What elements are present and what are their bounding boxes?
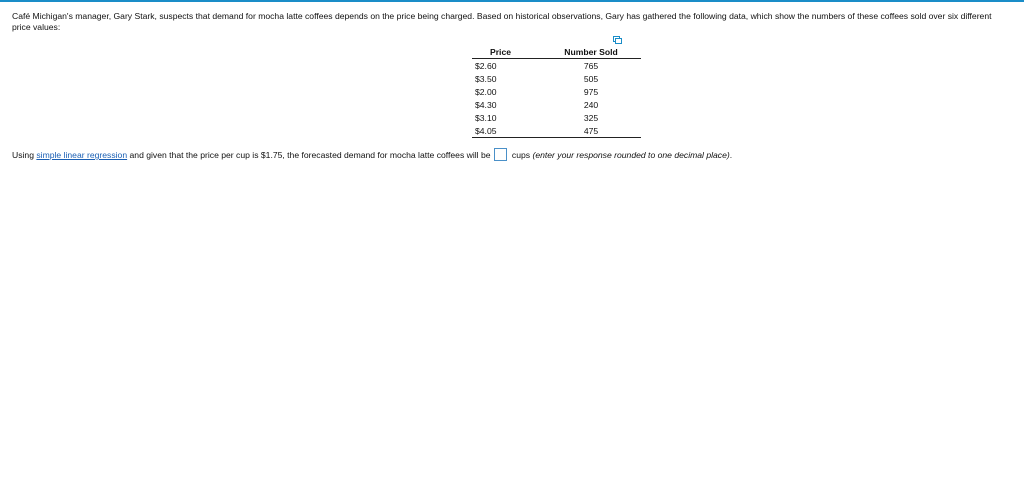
simple-linear-regression-link[interactable]: simple linear regression <box>36 150 128 160</box>
price-sales-table <box>472 45 641 138</box>
price-cell: $4.30 <box>475 99 497 110</box>
top-accent-rule <box>0 0 1024 2</box>
rounding-hint: (enter your response rounded to one decimal place) <box>532 150 730 160</box>
table-row <box>472 111 641 124</box>
question-suffix: cups <box>509 150 533 160</box>
number-sold-header: Number Sold <box>541 45 641 59</box>
question-end: . <box>729 150 733 160</box>
price-cell: $2.00 <box>475 86 497 97</box>
sold-cell: 475 <box>541 124 641 138</box>
question-middle: and given that the price per cup is $1.75, the forecasted demand for mocha latte coffees will be <box>127 150 491 160</box>
table-header-row <box>472 45 641 59</box>
problem-intro: Café Michigan's manager, Gary Stark, suspects that demand for mocha latte coffees depends on the price being charged. Based on historical observations, Gary has gathered the following data, which show the numbers of these coffees sold over six different price values: <box>12 11 992 32</box>
price-cell: $3.50 <box>475 73 497 84</box>
question-prefix: Using <box>12 150 37 160</box>
forecast-answer-input[interactable] <box>494 148 507 161</box>
table-row <box>472 59 641 73</box>
sold-cell: 975 <box>583 86 599 97</box>
sold-cell: 240 <box>583 99 599 110</box>
sold-cell: 325 <box>583 112 599 123</box>
price-header: Price <box>472 45 529 59</box>
price-cell: $4.05 <box>472 124 529 138</box>
table-row <box>472 85 641 98</box>
table-row <box>472 98 641 111</box>
price-cell: $3.10 <box>475 112 497 123</box>
price-cell: $2.60 <box>475 60 497 71</box>
table-row <box>472 124 641 138</box>
table-row <box>472 72 641 85</box>
sold-cell: 505 <box>583 73 599 84</box>
question-line <box>12 148 732 162</box>
sold-cell: 765 <box>583 60 599 71</box>
copy-data-icon[interactable] <box>613 36 622 44</box>
